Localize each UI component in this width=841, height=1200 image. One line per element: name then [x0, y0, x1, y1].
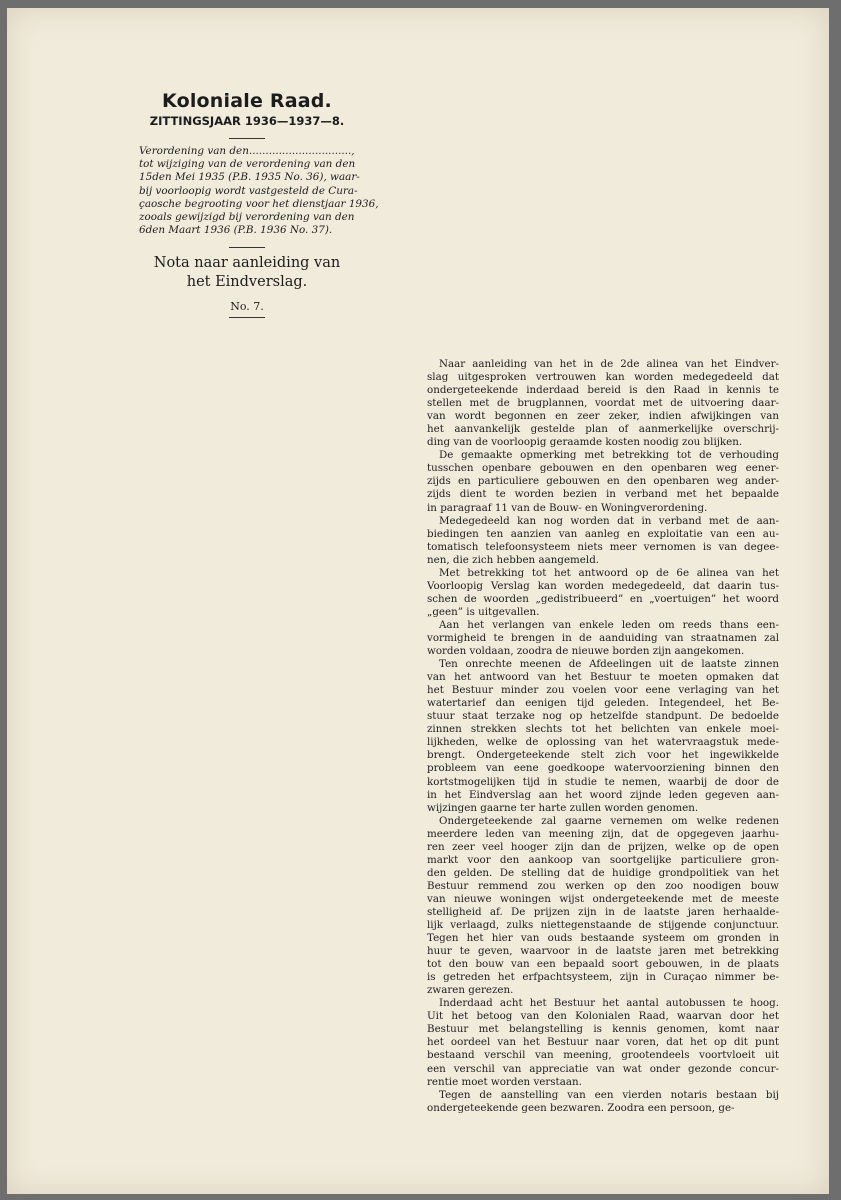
body-line: Uit het betoog van den Kolonialen Raad, waarvan door het	[427, 1010, 779, 1023]
body-line: tomatisch telefoonsysteem niets meer vernomen is van degee-	[427, 540, 779, 553]
intro-line: Verordening van den...............................,	[139, 145, 355, 157]
body-line: den gelden. De stelling dat de huidige grondpolitiek van het	[427, 866, 779, 879]
body-line: het oordeel van het Bestuur naar voren, dat het op dit punt	[427, 1036, 779, 1049]
body-line: „geen” is uitgevallen.	[427, 605, 540, 618]
intro-line: tot wijziging van de verordening van den	[139, 158, 356, 171]
body-line: nen, die zich hebben aangemeld.	[427, 553, 600, 566]
body-line: Voorloopig Verslag kan worden medegedeeld, dat daarin tus-	[427, 579, 779, 592]
body-line: Bestuur remmend zou werken op den zoo noodigen bouw	[427, 879, 779, 892]
page-title: Koloniale Raad.	[162, 90, 332, 112]
session-year: ZITTINGSJAAR 1936—1937—8.	[149, 114, 345, 128]
body-line: stellen met de brugplannen, voordat met de uitvoering daar-	[427, 397, 779, 410]
intro-line: bij voorloopig wordt vastgesteld de Cura-	[139, 184, 358, 197]
body-line: meerdere leden van meening zijn, dat de opgegeven jaarhu-	[427, 827, 779, 840]
body-line: vormigheid te brengen in de aanduiding van straatnamen zal	[427, 631, 779, 644]
body-line: bestaand verschil van meening, grootendeels voortvloeit uit	[427, 1049, 779, 1062]
body-line: zijds dient te worden bezien in verband met het bepaalde	[427, 488, 779, 501]
ordinance-description	[139, 145, 379, 237]
nota-heading-line: Nota naar aanleiding van	[153, 255, 341, 272]
body-line: lijkheden, welke de oplossing van het watervraagstuk mede-	[427, 736, 779, 749]
body-line: Naar aanleiding van het in de 2de alinea van het Eindver-	[439, 358, 779, 370]
body-line: worden voldaan, zoodra de nieuwe borden zijn aangekomen.	[427, 645, 745, 658]
body-line: Ten onrechte meenen de Afdeelingen uit de laatste zinnen	[439, 658, 779, 671]
body-line: ren zeer veel hooger zijn dan de prijzen, welke op de open	[427, 840, 779, 853]
body-line: tot den bouw van een bepaald soort gebouwen, in de plaats	[427, 958, 779, 971]
body-line: De gemaakte opmerking met betrekking tot de verhouding	[439, 449, 779, 462]
body-line: huur te geven, waarvoor in de laatste jaren met betrekking	[427, 945, 779, 958]
body-line: van wordt begonnen en zeer zeker, indien afwijkingen van	[427, 410, 779, 423]
body-line: Medegedeeld kan nog worden dat in verband met de aan-	[439, 514, 779, 527]
intro-line: zooals gewijzigd bij verordening van den	[139, 211, 355, 224]
body-line: in paragraaf 11 van de Bouw- en Woningverordening.	[427, 501, 708, 514]
body-line: het aanvankelijk gestelde plan of aanmerkelijke overschrij-	[427, 423, 779, 436]
body-line: ondergeteekende geen bezwaren. Zoodra een persoon, ge-	[427, 1101, 735, 1114]
body-line: slag uitgesproken vertrouwen kan worden medegedeeld dat	[427, 371, 779, 384]
body-line: zinnen strekken slechts tot het belichten van enkele moei-	[427, 723, 779, 736]
body-line: watertarief dan eenigen tijd geleden. Integendeel, het Be-	[427, 697, 779, 710]
body-line: Tegen het hier van ouds bestaande systeem om gronden in	[427, 932, 779, 945]
body-line: Ondergeteekende zal gaarne vernemen om welke redenen	[439, 814, 779, 827]
nota-heading	[117, 254, 377, 292]
body-line: stuur staat terzake nog op hetzelfde standpunt. De bedoelde	[427, 710, 779, 723]
body-line: ding van de voorloopig geraamde kosten noodig zou blijken.	[427, 436, 743, 449]
body-line: tusschen openbare gebouwen en den openbaren weg eener-	[427, 462, 779, 475]
body-line: biedingen ten aanzien van aanleg en exploitatie van een au-	[427, 527, 779, 540]
divider	[229, 247, 265, 248]
body-line: Met betrekking tot het antwoord op de 6e alinea van het	[439, 566, 779, 579]
body-line: het Bestuur minder zou voelen voor eene verlaging van het	[427, 684, 779, 697]
body-line: wijzingen gaarne ter harte zullen worden genomen.	[427, 801, 699, 814]
body-line: een verschil van appreciatie van wat onder gezonde concur-	[427, 1062, 779, 1075]
body-line: ondergeteekende inderdaad bereid is den Raad in kennis te	[427, 384, 779, 397]
body-line: markt voor den aankoop van soortgelijke particuliere gron-	[427, 853, 779, 866]
document-page	[7, 8, 829, 1194]
body-line: van het antwoord van het Bestuur te moeten opmaken dat	[427, 671, 779, 684]
body-line: zijds en particuliere gebouwen en den openbaren weg ander-	[427, 475, 779, 488]
header-block	[117, 90, 377, 324]
intro-line: çaosche begrooting voor het dienstjaar 1936,	[139, 197, 379, 210]
body-line: is getreden het erfpachtsysteem, zijn in Curaçao nimmer be-	[427, 971, 779, 984]
body-line: stelligheid af. De prijzen zijn in de laatste jaren herhaalde-	[427, 905, 779, 918]
body-line: rentie moet worden verstaan.	[427, 1075, 582, 1088]
body-line: kortstmogelijken tijd in studie te nemen, waarbij de door de	[427, 775, 779, 788]
intro-line: 6den Maart 1936 (P.B. 1936 No. 37).	[139, 224, 333, 237]
body-line: schen de woorden „gedistribueerd” en „voertuigen” het woord	[427, 592, 779, 605]
divider	[229, 138, 265, 139]
intro-line: 15den Mei 1935 (P.B. 1935 No. 36), waar-	[139, 171, 360, 184]
nota-heading-line: het Eindverslag.	[186, 274, 308, 291]
body-line: Inderdaad acht het Bestuur het aantal autobussen te hoog.	[439, 997, 779, 1010]
body-line: brengt. Ondergeteekende stelt zich voor het ingewikkelde	[427, 749, 779, 762]
body-line: in het Eindverslag aan het woord zijnde leden gegeven aan-	[427, 788, 779, 801]
document-number: No. 7.	[230, 300, 264, 314]
body-line: probleem van eene goedkoope watervoorziening binnen den	[427, 762, 779, 775]
divider	[229, 317, 265, 318]
body-line: Aan het verlangen van enkele leden om reeds thans een-	[439, 618, 779, 631]
body-line: lijk verlaagd, zulks niettegenstaande de stijgende conjunctuur.	[427, 919, 779, 932]
body-line: Bestuur met belangstelling is kennis genomen, komt naar	[427, 1023, 779, 1036]
body-line: Tegen de aanstelling van een vierden notaris bestaan bij	[439, 1088, 779, 1101]
body-text	[427, 358, 779, 1115]
body-line: van nieuwe woningen wijst ondergeteekende met de meeste	[427, 892, 779, 905]
body-line: zwaren gerezen.	[427, 984, 514, 997]
